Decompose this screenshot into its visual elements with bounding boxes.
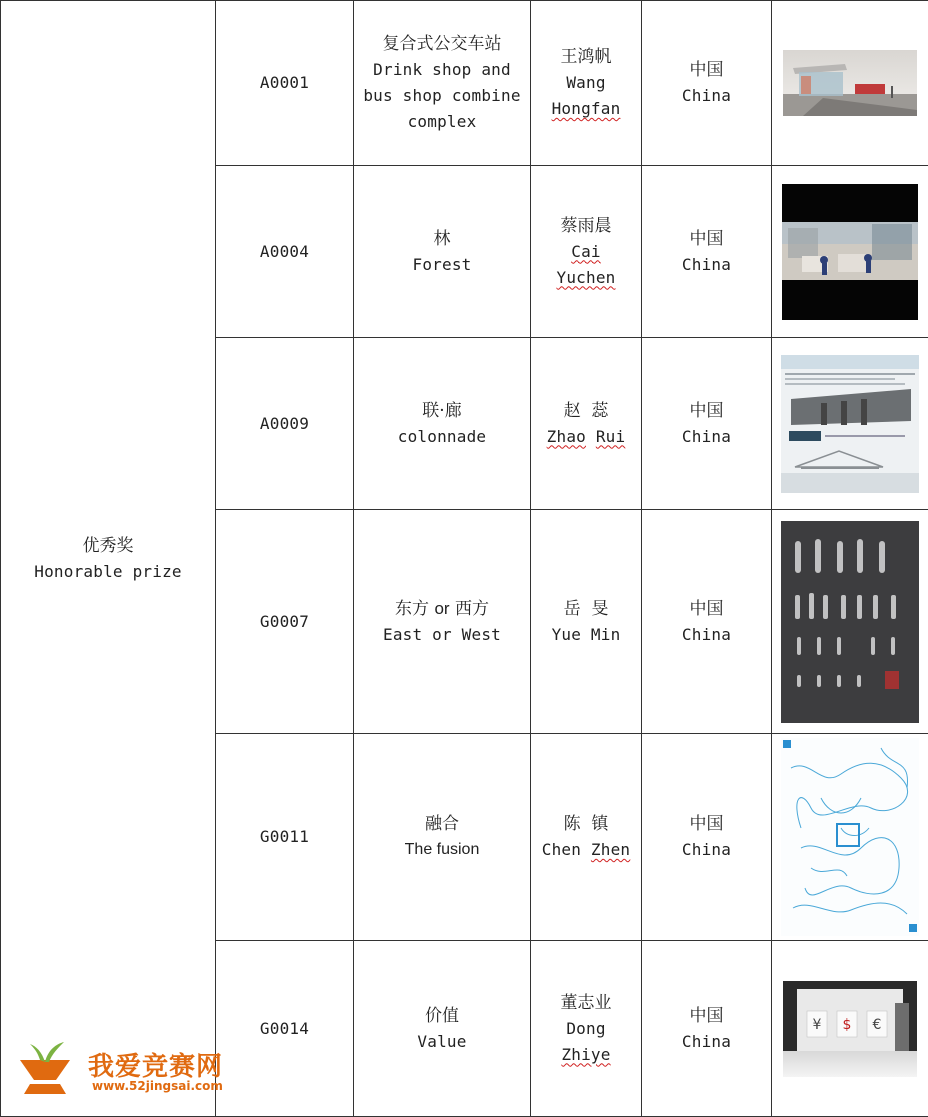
country-cell	[642, 510, 772, 734]
title-en: bus shop combine	[354, 83, 530, 109]
award-en: Honorable prize	[1, 559, 215, 585]
country-cell	[642, 166, 772, 338]
country-cn: 中国	[642, 1003, 771, 1029]
bus-station-thumbnail	[783, 50, 917, 116]
country-cell	[642, 1, 772, 166]
image-cell	[772, 734, 928, 941]
author-en: Dong	[531, 1016, 641, 1042]
author-cell	[531, 941, 642, 1117]
country-cell	[642, 734, 772, 941]
author-cn: 岳 旻	[531, 596, 641, 622]
title-en: The fusion	[354, 837, 530, 863]
title-en: Forest	[354, 252, 530, 278]
title-cell	[354, 734, 531, 941]
author-en: Zhao	[547, 427, 586, 446]
title-en: Drink shop and	[354, 57, 530, 83]
author-cell	[531, 1, 642, 166]
watermark-title: 我爱竞赛网	[88, 1046, 223, 1083]
author-en: Zhiye	[561, 1045, 610, 1064]
title-cn: 东方	[395, 599, 429, 619]
table-row	[1, 1, 928, 166]
author-cell	[531, 510, 642, 734]
svg-text:€: €	[873, 1017, 882, 1033]
title-cell	[354, 941, 531, 1117]
country-cell	[642, 338, 772, 510]
author-cell	[531, 338, 642, 510]
title-en: Value	[354, 1029, 530, 1055]
country-cn: 中国	[642, 811, 771, 837]
title-en: colonnade	[354, 424, 530, 450]
country-en: China	[642, 1029, 771, 1055]
country-en: China	[642, 622, 771, 648]
country-cn: 中国	[642, 226, 771, 252]
entry-id: G0014	[216, 941, 354, 1117]
country-en: China	[642, 252, 771, 278]
author-en: Wang	[531, 70, 641, 96]
country-cn: 中国	[642, 57, 771, 83]
author-en: Cai	[571, 242, 601, 261]
country-cn: 中国	[642, 596, 771, 622]
country-cn: 中国	[642, 398, 771, 424]
entry-id: G0011	[216, 734, 354, 941]
author-cn: 蔡雨晨	[531, 213, 641, 239]
author-en: Hongfan	[552, 99, 621, 118]
title-cn: 复合式公交车站	[354, 31, 530, 57]
author-en: Zhen	[591, 840, 630, 859]
country-cell	[642, 941, 772, 1117]
author-en: Yuchen	[557, 268, 616, 287]
title-en: East or West	[354, 622, 530, 648]
image-cell	[772, 941, 928, 1117]
author-cn: 王鸿帆	[531, 44, 641, 70]
country-en: China	[642, 83, 771, 109]
title-cell	[354, 510, 531, 734]
author-en: Chen	[542, 840, 581, 859]
author-en: Rui	[596, 427, 626, 446]
title-cell	[354, 1, 531, 166]
svg-text:¥: ¥	[813, 1017, 822, 1033]
title-cn: 联·廊	[354, 398, 530, 424]
image-cell	[772, 166, 928, 338]
chromosome-poster-thumbnail	[781, 521, 919, 723]
title-cn: 西方	[455, 599, 489, 619]
author-en: Yue Min	[531, 622, 641, 648]
image-cell	[772, 1, 928, 166]
country-en: China	[642, 837, 771, 863]
title-cell	[354, 166, 531, 338]
currency-gallery-thumbnail	[783, 981, 917, 1077]
title-cn: 林	[354, 226, 530, 252]
award-cell	[1, 1, 216, 1117]
title-cn: 价值	[354, 1003, 530, 1029]
award-cn: 优秀奖	[1, 533, 215, 559]
author-cell	[531, 166, 642, 338]
entry-id: A0001	[216, 1, 354, 166]
title-cn: 融合	[354, 811, 530, 837]
title-en: complex	[354, 109, 530, 135]
watermark-url: www.52jingsai.com	[92, 1079, 223, 1093]
title-cell	[354, 338, 531, 510]
entry-id: A0004	[216, 166, 354, 338]
image-cell	[772, 338, 928, 510]
author-cn: 赵 蕊	[531, 398, 641, 424]
country-en: China	[642, 424, 771, 450]
title-cn-or: or	[434, 599, 449, 618]
entry-id: G0007	[216, 510, 354, 734]
blue-maze-poster-thumbnail	[781, 738, 919, 936]
colonnade-board-thumbnail	[781, 355, 919, 493]
author-cn: 董志业	[531, 990, 641, 1016]
entry-id: A0009	[216, 338, 354, 510]
author-cell	[531, 734, 642, 941]
forest-interior-thumbnail	[782, 184, 918, 320]
author-cn: 陈 镇	[531, 811, 641, 837]
svg-text:$: $	[843, 1017, 852, 1033]
image-cell	[772, 510, 928, 734]
